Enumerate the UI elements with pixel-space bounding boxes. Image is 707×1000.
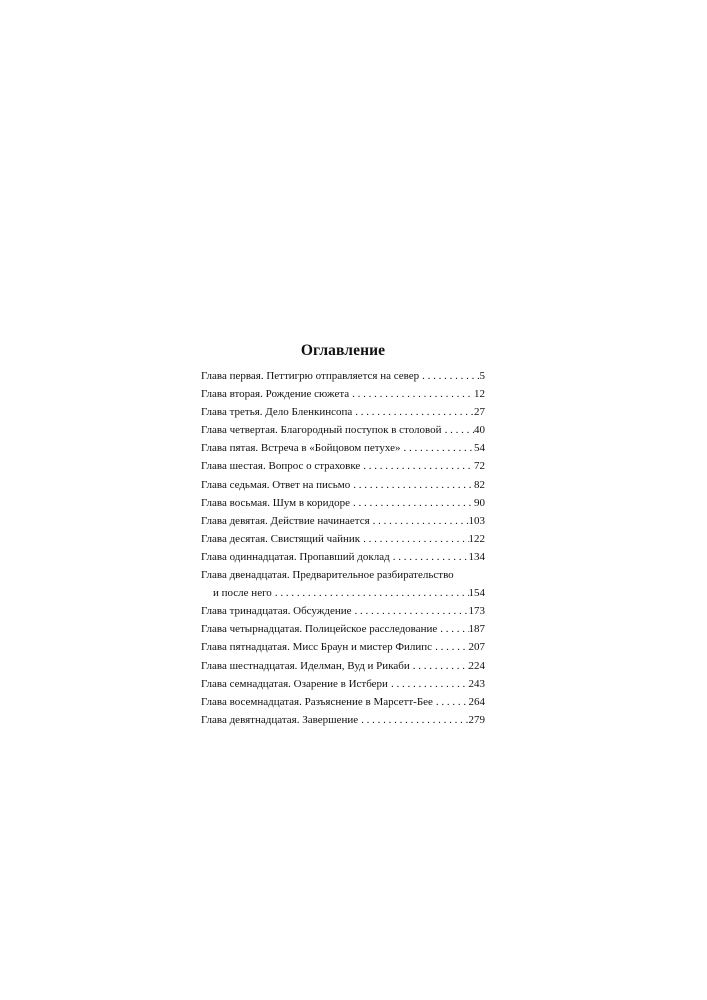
toc-entry-title: Глава шестнадцатая. Иделман, Вуд и Рикаби — [201, 659, 410, 672]
toc-leader-dots — [442, 421, 474, 439]
toc-leader-dots — [419, 367, 479, 385]
toc-entry-title: Глава двенадцатая. Предварительное разбирательство — [201, 569, 454, 582]
toc-leader-dots — [410, 657, 469, 675]
toc-entry-title: Глава седьмая. Ответ на письмо — [201, 478, 351, 491]
toc-entry-page: 82 — [474, 478, 485, 491]
toc-entry — [201, 367, 485, 385]
toc-entry — [201, 620, 485, 638]
toc-entry-title: Глава десятая. Свистящий чайник — [201, 532, 361, 545]
toc-leader-dots — [388, 675, 469, 693]
toc-entry — [201, 530, 485, 548]
toc-entry-page: 122 — [468, 532, 485, 545]
toc-leader-dots — [358, 711, 468, 729]
toc-entry-page: 264 — [468, 695, 485, 708]
toc-entry — [201, 439, 485, 457]
toc-entry-title: Глава вторая. Рождение сюжета — [201, 388, 350, 401]
toc-leader-dots — [272, 584, 469, 602]
toc-entry-page: 27 — [474, 406, 485, 419]
toc-entry-title: Глава шестая. Вопрос о страховке — [201, 460, 361, 473]
toc-entry — [201, 711, 485, 729]
toc-entry — [201, 457, 485, 475]
toc-leader-dots — [432, 638, 468, 656]
toc-entry-page: 134 — [468, 550, 485, 563]
toc-entry — [201, 494, 485, 512]
toc-leader-dots — [349, 385, 474, 403]
toc-entry-title: Глава пятнадцатая. Мисс Браун и мистер Филипс — [201, 641, 433, 654]
toc-entry-page: 103 — [468, 514, 485, 527]
toc-leader-dots — [360, 530, 468, 548]
toc-list — [201, 367, 485, 729]
toc-entry — [201, 548, 485, 566]
toc-entry-title: Глава семнадцатая. Озарение в Истбери — [201, 677, 388, 690]
toc-entry-page: 224 — [468, 659, 485, 672]
toc-entry-page: 187 — [468, 623, 485, 636]
toc-entry-title: Глава пятая. Встреча в «Бойцовом петухе» — [201, 442, 401, 455]
toc-entry — [201, 602, 485, 620]
toc-entry — [201, 476, 485, 494]
toc-entry — [201, 421, 485, 439]
toc-entry-page: 90 — [474, 496, 485, 509]
toc-entry-page: 54 — [474, 442, 485, 455]
toc-leader-dots — [350, 476, 474, 494]
toc-entry-page: 173 — [468, 605, 485, 618]
toc-entry-title: Глава восемнадцатая. Разъяснение в Марсетт-Бее — [201, 695, 433, 708]
toc-entry-page: 207 — [468, 641, 485, 654]
toc-leader-dots — [370, 512, 469, 530]
toc-entry-title: Глава девятая. Действие начинается — [201, 514, 370, 527]
toc-entry-page: 279 — [468, 713, 485, 726]
toc-entry — [201, 566, 485, 602]
toc-leader-dots — [350, 494, 474, 512]
toc-entry-title: Глава девятнадцатая. Завершение — [201, 713, 359, 726]
toc-entry-title: Глава четырнадцатая. Полицейское расследование — [201, 623, 438, 636]
toc-entry — [201, 385, 485, 403]
toc-leader-dots — [352, 602, 469, 620]
toc-entry — [201, 403, 485, 421]
toc-entry-page: 243 — [468, 677, 485, 690]
toc-entry-title: Глава четвертая. Благородный поступок в столовой — [201, 424, 442, 437]
toc-entry — [201, 675, 485, 693]
toc-entry-title-continued: и после него — [213, 587, 272, 600]
toc-entry — [201, 638, 485, 656]
toc-title: Оглавление — [300, 342, 386, 359]
toc-entry-page: 5 — [479, 370, 485, 382]
toc-leader-dots — [401, 439, 474, 457]
toc-entry-page: 12 — [474, 388, 485, 401]
toc-entry-title: Глава тринадцатая. Обсуждение — [201, 605, 352, 618]
toc-entry-page: 72 — [474, 460, 485, 473]
toc-entry — [201, 693, 485, 711]
toc-entry — [201, 657, 485, 675]
toc-leader-dots — [437, 620, 468, 638]
toc-entry-title: Глава восьмая. Шум в коридоре — [201, 496, 350, 509]
toc-leader-dots — [390, 548, 469, 566]
toc-entry — [201, 512, 485, 530]
toc-entry-title: Глава третья. Дело Бленкинсопа — [201, 406, 353, 419]
table-of-contents — [201, 340, 485, 729]
toc-leader-dots — [360, 457, 474, 475]
toc-entry-page: 154 — [468, 587, 485, 600]
toc-leader-dots — [433, 693, 469, 711]
toc-entry-title: Глава одиннадцатая. Пропавший доклад — [201, 550, 390, 563]
toc-entry-page: 40 — [474, 424, 485, 437]
toc-entry-title: Глава первая. Петтигрю отправляется на север — [201, 370, 420, 382]
toc-leader-dots — [352, 403, 474, 421]
